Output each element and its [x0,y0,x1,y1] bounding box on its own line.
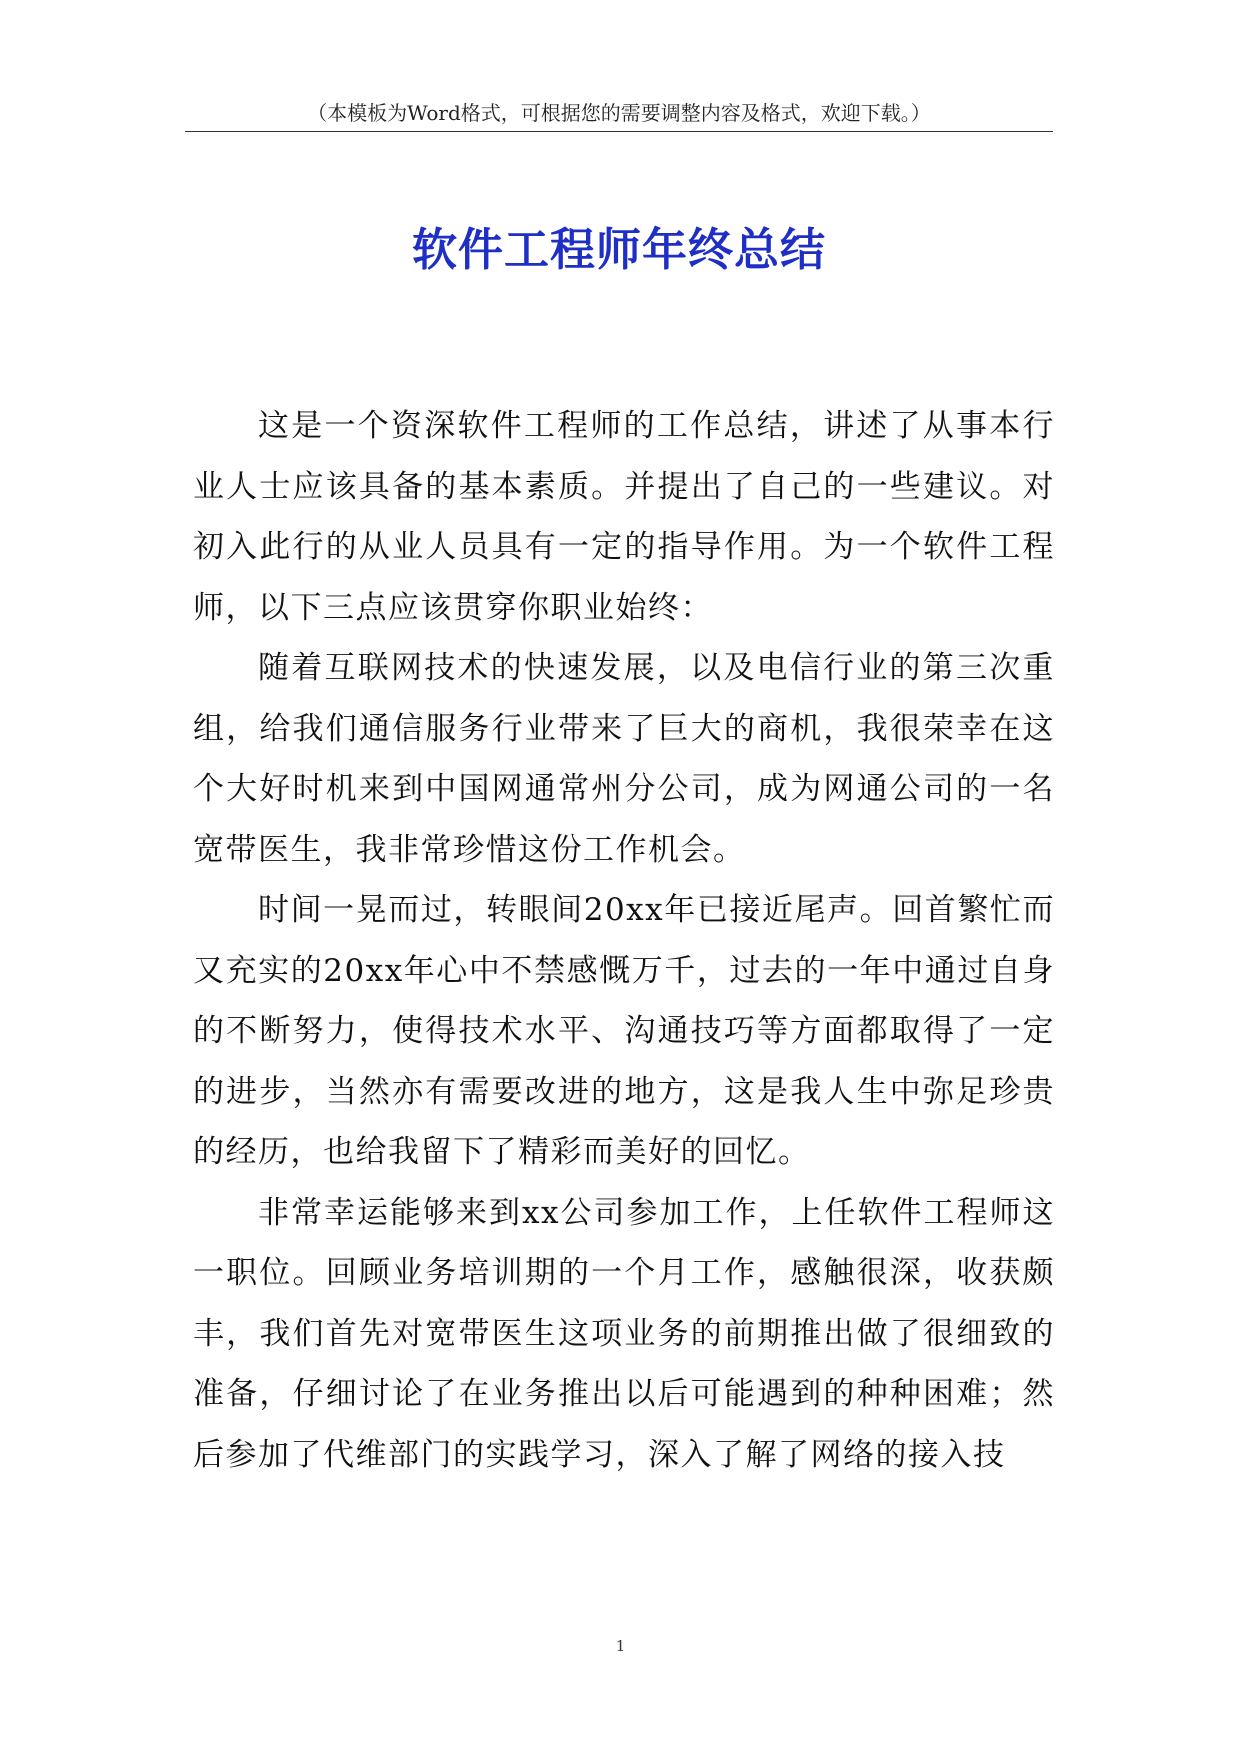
document-body [193,396,1055,1485]
document-title: 软件工程师年终总结 [411,223,826,276]
header-note: （本模板为Word格式，可根据您的需要调整内容及格式，欢迎下载。） [307,101,931,125]
paragraph-review: 时间一晃而过，转眼间20xx年已接近尾声。回首繁忙而又充实的20xx年心中不禁感慨万千，过去的一年中通过自身的不断努力，使得技术水平、沟通技巧等方面都取得了一定的进步，当然亦有需要改进的地方，这是我人生中弥足珍贵的经历，也给我留下了精彩而美好的回忆。 [193,892,1055,1170]
paragraph-intro: 这是一个资深软件工程师的工作总结，讲述了从事本行业人士应该具备的基本素质。并提出了自己的一些建议。对初入此行的从业人员具有一定的指导作用。为一个软件工程师，以下三点应该贯穿你职业始终： [193,408,1055,626]
paragraph-background: 随着互联网技术的快速发展，以及电信行业的第三次重组，给我们通信服务行业带来了巨大的商机，我很荣幸在这个大好时机来到中国网通常州分公司，成为网通公司的一名宽带医生，我非常珍惜这份工作机会。 [193,650,1055,868]
header-divider [185,131,1053,132]
paragraph-training: 非常幸运能够来到xx公司参加工作，上任软件工程师这一职位。回顾业务培训期的一个月工作，感触很深，收获颇丰，我们首先对宽带医生这项业务的前期推出做了很细致的准备，仔细讨论了在业务推出以后可能遇到的种种困难；然后参加了代维部门的实践学习，深入了解了网络的接入技 [193,1194,1055,1473]
page-number: 1 [615,1637,626,1655]
